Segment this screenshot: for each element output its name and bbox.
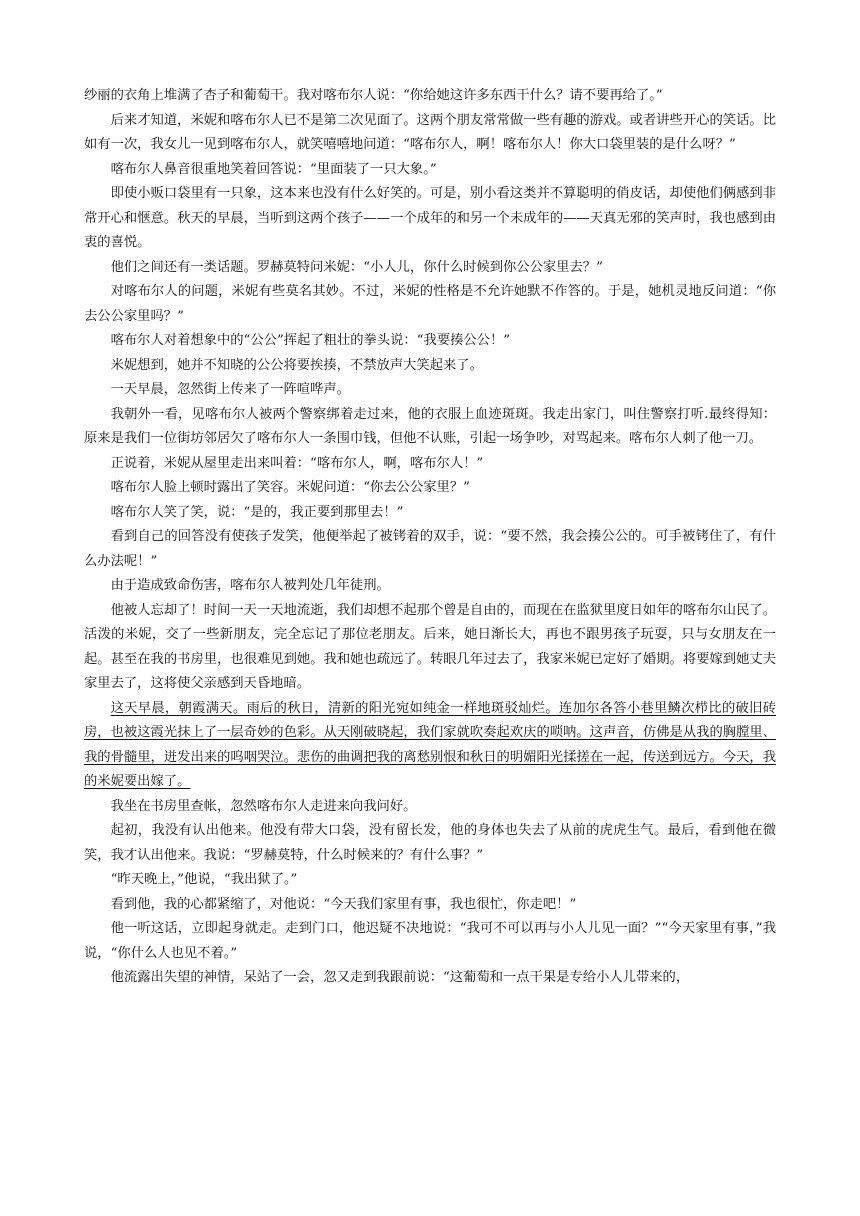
- paragraph-15: 由于造成致命伤害，喀布尔人被判处几年徒刑。: [110, 578, 390, 593]
- paragraph-2: 后来才知道，米妮和喀布尔人已不是第二次见面了。这两个朋友常常做一些有趣的游戏。或者讲些开心的笑话。比如有一次，我女儿一见到喀布尔人，就笑嘻嘻地问道：“喀布尔人，啊！喀布尔人！你大口袋里装的是什么呀？”: [84, 112, 776, 152]
- paragraph-1: 纱丽的衣角上堆满了杏子和葡萄干。我对喀布尔人说：“你给她这许多东西干什么？请不要再给了。”: [84, 88, 663, 103]
- paragraph-23: 他流露出失望的神情，呆站了一会，忽又走到我跟前说：“这葡萄和一点干果是专给小人儿带来的，: [110, 970, 690, 985]
- paragraph-11: 正说着，米妮从屋里走出来叫着：“喀布尔人，啊，喀布尔人！”: [110, 455, 484, 471]
- paragraph-19: 起初，我没有认出他来。他没有带大口袋，没有留长发，他的身体也失去了从前的虎虎生气。最后，看到他在微笑，我才认出他来。我说：“罗赫莫特，什么时候来的？有什么事？”: [84, 823, 776, 863]
- paragraph-12: 喀布尔人脸上顿时露出了笑容。米妮问道：“你去公公家里？”: [110, 480, 470, 495]
- underlined-paragraph: 这天早晨，朝霞满天。雨后的秋日，清新的阳光宛如纯金一样地斑驳灿烂。连加尔各答小巷里鳞次栉比的破旧砖房，也被这霞光抹上了一层奇妙的色彩。从天刚破晓起，我们家就吹奏起欢庆的唢呐。这声音，仿佛是从我的胸膛里、我的骨髓里，迸发出来的呜咽哭泣。悲伤的曲调把我的离愁别恨和秋日的明媚阳光揉搓在一起，传送到远方。今天，我的米妮要出嫁了。: [84, 700, 776, 789]
- paragraph-14: 看到自己的回答没有使孩子发笑，他便举起了被铐着的双手，说：“要不然，我会揍公公的。可手被铐住了，有什么办法呢！”: [84, 529, 776, 569]
- paragraph-21: 看到他，我的心都紧缩了，对他说：“今天我们家里有事，我也很忙，你走吧！”: [110, 896, 577, 912]
- paragraph-9: 一天早晨，忽然街上传来了一阵喧哗声。: [110, 382, 350, 397]
- paragraph-5: 他们之间还有一类话题。罗赫莫特问米妮：“小人儿，你什么时候到你公公家里去？”: [110, 259, 603, 275]
- paragraph-8: 米妮想到，她并不知晓的公公将要挨揍，不禁放声大笑起来了。: [110, 357, 483, 373]
- paragraph-10: 我朝外一看，见喀布尔人被两个警察绑着走过来，他的衣服上血迹斑斑。我走出家门，叫住警察打听.最终得知：原来是我们一位街坊邻居欠了喀布尔人一条围巾钱，但他不认账，引起一场争吵，对骂起来。喀布尔人刺了他一刀。: [84, 406, 776, 446]
- story-text: [84, 84, 776, 991]
- paragraph-3: 喀布尔人鼻音很重地笑着回答说：“里面装了一只大象。”: [110, 161, 437, 177]
- paragraph-16: 他被人忘却了！时间一天一天地流逝，我们却想不起那个曾是自由的，而现在在监狱里度日如年的喀布尔山民了。活泼的米妮，交了一些新朋友，完全忘记了那位老朋友。后来，她日渐长大，再也不跟男孩子玩耍，只与女朋友在一起。甚至在我的书房里，也很难见到她。我和她也疏远了。转眼几年过去了，我家米妮已定好了婚期。将要嫁到她丈夫家里去了，这将使父亲感到天昏地暗。: [84, 602, 776, 691]
- paragraph-6: 对喀布尔人的问题，米妮有些莫名其妙。不过，米妮的性格是不允许她默不作答的。于是，她机灵地反问道：“你去公公家里吗？”: [84, 284, 776, 324]
- paragraph-4: 即使小贩口袋里有一只象，这本来也没有什么好笑的。可是，别小看这类并不算聪明的俏皮话，却使他们俩感到非常开心和惬意。秋天的早晨，当听到这两个孩子——一个成年的和另一个未成年的——天真无邪的笑声时，我也感到由衷的喜悦。: [84, 186, 776, 250]
- paragraph-22: 他一听这话，立即起身就走。走到门口，他迟疑不决地说：“我可不可以再与小人儿见一面？”“今天家里有事，”我说，“你什么人也见不着。”: [84, 921, 776, 961]
- paragraph-7: 喀布尔人对着想象中的“公公”挥起了粗壮的拳头说：“我要揍公公！”: [110, 333, 511, 348]
- paragraph-13: 喀布尔人笑了笑，说：“是的，我正要到那里去！”: [110, 504, 404, 520]
- paragraph-18: 我坐在书房里查帐，忽然喀布尔人走进来向我问好。: [110, 798, 417, 814]
- paragraph-20: “昨天晚上，”他说，“我出狱了。”: [110, 872, 298, 887]
